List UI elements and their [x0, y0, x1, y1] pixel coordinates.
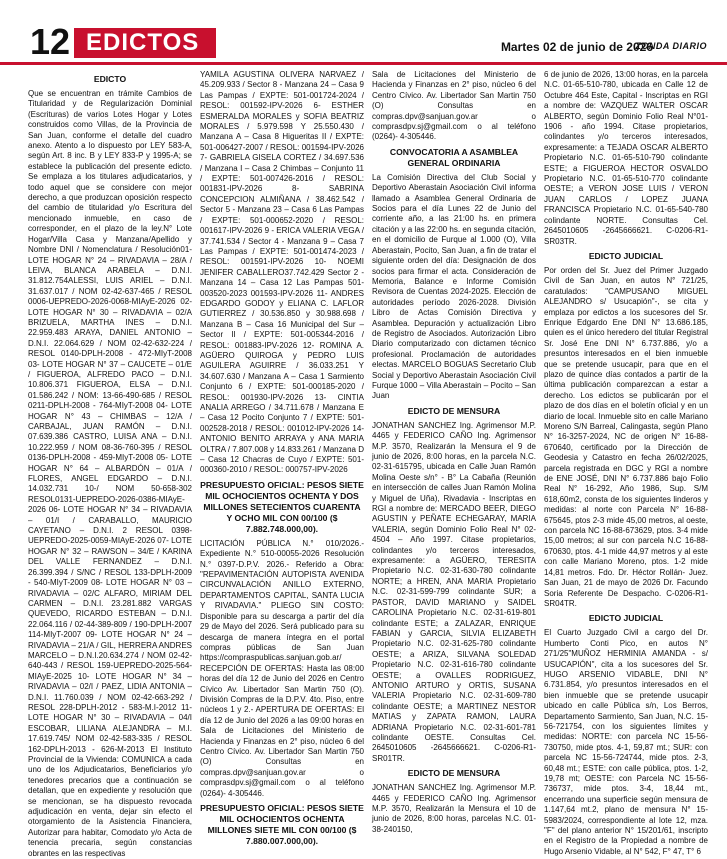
edict-title: EDICTO JUDICIAL: [588, 613, 664, 624]
edict-body: JONATHAN SANCHEZ Ing. Agrimensor M.P. 4465 y FEDERICO CAÑO Ing. Agrimensor M.P. 3570, Realizarán la Mensura el 9 de junio de 2026, 8:00 horas, en la parcela N.C. 02-31-615795, ubicada en Calle Juan Ramón Molina Oeste s/n° - B° La Cabaña (Reunión en intersección de calles Juan Ramón Molina y Miguel de Uña), Rivadavia - Inscriptas en RGI a nombre de: MERCADO BEER, DIEGO AGUSTIN y PEÑATE ECHEGARAY, MARIA VALERIA, según Dominio Folio Real N° 02-4504 – Año 1997. Citase propietarios, colindantes y/o terceros interesados, expresamente: a AGÜERO, TERESITA Propietario N.C. 02-31-630-780 colindante NORTE; a HREN, ANA MARIA Propietario N.C. 02-31-599-799 colindante SUR; a PASTOR, DAVID MARIANO y SAIDEL CAROLINA Propietario N.C. 02-31-619-801 colindante ESTE; a ZALAZAR, ENRIQUE FABIAN y GARCIA, SILVIA ELIZABETH Propietario N.C. 02-31-625-780 colindante OESTE; a ARIZA, SILVANA SOLEDAD Propietario N.C. 02-31-616-780 colindante OESTE; a OVALLES RODRIGUEZ, ANTONIO ARTURO y ORTIS, SUSANA VALERIA Propietario N.C. 02-31-609-780 colindante OESTE; a MARTINEZ NESTOR MATIAS y ZAPATA RAMON, LAURA ADRIANA Propietario N.C. 02-31-601-781 colindante OESTE. Consultas Cel. 2645010605 -2645666621. C-0206-R1-SR01TR.: [372, 420, 536, 763]
edict-title: PRESUPUESTO OFICIAL: PESOS SIETE MIL OCHOCIENTOS OCHENTA Y DOS MILLONES SETECIENTOS CUARENTA Y OCHO MIL CON 00/100 ($ 7.882.748.000,00).: [200, 479, 364, 534]
page-number: 12: [30, 21, 71, 62]
edict-body: El Cuarto Juzgado Civil a cargo del Dr. Humberto Conti Pico, en autos N° 271/25"MUÑOZ HERMINIA AMANDA - s/ USUCAPIÓN", cita a los sucesores del Sr. HUGO ARSENIO VIDABLE, DNI N° 6.731.854, y/o presuntos interesados en el bien inmueble que se pretende usucapir ubicado en calle Pública s/n, Los Berros, Departamento Sarmiento, San Juan, N.C. 15-56-721754, con los siguientes límites y medidas: NORTE: con parcela NC 15-56-730750, mide ptos. 4-1, 59,87 mt.; SUR: con parcela NC 15-56-724744, mide ptos. 2-3, 60,48 mt.; ESTE: con calle pública, ptos. 1-2, 19,78 mt; OESTE: con Parcela NC 15-56-736737, mide ptos. 3-4, 18,44 mt., encerrando una superficie según mensura de 1.147,64 mt.2, plano de mensura N° 15-5983/2024, correspondiente al lote 12, mza. "F" del plano anterior N° 15/201/61, inscripto en el Registro de la Propiedad a nombre de Hugo Arsenio Vidable, al N° 542, F° 47, T° 6: [544, 628, 708, 856]
edict-body: Sala de Licitaciones del Ministerio de Hacienda y Finanzas en 2° piso, núcleo 6 del Centro Cívico. Av. Libertador San Martin 750 (O) Consultas en compras.dpv@sanjuan.gov.ar o comprasdpv.sj@gmail.com o al teléfono (0264)- 4-305446.: [372, 70, 536, 142]
page-header: [0, 0, 727, 65]
edict-body: La Comisión Directiva del Club Social y Deportivo Aberastain Asociación Civil informa llamado a Asamblea General Ordinaria de Socios para el día Lunes 22 de Junio del corriente año, a las 21:00 hs. en primera citación y a las 22:00 hs. en segunda citación, en el domicilio de Furque al 1.000 (O), Villa Aberastain, Pocito, San Juan, a fin de tratar el siguiente orden del día: Designación de dos socios para firmar el acta. Consideración de Memoria, Balance e Informe Comisión Revisora de Cuentas 2024-2025. Elección de autoridades período 2026-2028. División Libro de Actas Comisión Directiva y Asamblea. Depuración y actualización Libro de Registro de Asociados. Autorización Libro Diario computarizado con dictamen técnico profesional. Proclamación de autoridades electas. MARCELO BOGUAS Secretario Club Social y Deportivo Aberastain Asociación Civil Furque 1000 – Villa Aberastain – Pocito – San Juan: [372, 172, 536, 401]
edict-title: EDICTO: [93, 74, 127, 84]
issue-date: Martes 02 de junio de 2026: [500, 40, 653, 54]
edict-body: LICITACIÓN PÚBLICA N.° 010/2026.- Expediente N.° 510-00055-2026 Resolución N.° 0397-D.P.V. 2026.- Referido a Obra: "REPAVIMENTACIÓN AUTOPISTA AVENIDA CIRCUNVALACIÓN ANILLO EXTERNO, DEPARTAMENTOS CAPITAL, SANTA LUCIA Y RIVADAVIA." PLIEGO SIN COSTO: Disponible para su descarga a partir del día 29 de Mayo del 2026. Será publicado para su descarga de manera íntegra en el portal compras públicas de San Juan https://compraspublicas.sanjuan.gob.ar/ RECEPCIÓN DE OFERTAS: Hasta las 08:00 horas del día 12 de Junio del 2026 en Centro Cívico Av. Libertador San Martin 750 (O). División Compras de la D.P.V. 4to. Piso, entre núcleos 1 y 2.- APERTURA DE OFERTAS: El día 12 de Junio del 2026 a las 09:00 horas en Sala de Licitaciones del Ministerio de Hacienda y Finanzas en 2° piso, núcleo 6 del Centro Cívico. Av. Libertador San Martin 750 (O) Consultas en compras.dpv@sanjuan.gov.ar o comprasdpv.sj@gmail.com o al teléfono (0264)- 4-305446.: [200, 538, 364, 798]
newspaper-name: ZONDA DIARIO: [635, 41, 707, 51]
edict-title: PRESUPUESTO OFICIAL: PESOS SIETE MIL OCHOCIENTOS OCHENTA MILLONES SIETE MIL CON 00/100 ($ 7.880.007.000,00).: [200, 803, 364, 846]
section-title: EDICTOS: [74, 28, 216, 58]
edict-title: EDICTO DE MENSURA: [407, 768, 501, 779]
edict-title: EDICTO JUDICIAL: [588, 250, 664, 261]
edict-title: CONVOCATORIA A ASAMBLEA GENERAL ORDINARIA: [389, 146, 519, 168]
column-2: [200, 70, 364, 846]
edict-body: JONATHAN SANCHEZ Ing. Agrimensor M.P. 4465 y FEDERICO CAÑO Ing. Agrimensor M.P. 3570, Realizarán la Mensura el 10 de junio de 2026, 8:00 horas, parcelas N.C. 01-38-240150,: [372, 783, 536, 834]
edict-body: YAMILA AGUSTINA OLIVERA NARVAEZ / 45.209.933 / Sector 8 - Manzana 24 – Casa 9 Las Pampas / EXPTE: 501-001724-2024 / RESOL: 001592-IPV-2026 6- ESTHER ESMERALDA MORALES y SOFIA BEATRIZ MORALES / 5.979.598 Y 25.550.430 / Manzana A – Casa 8 Higueritas II / EXPTE: 501-006427-2007 / RESOL: 001594-IPV-2026 7- GABRIELA GISELA CORTEZ / 34.697.536 / Manzana I – Casa 2 Chimbas – Conjunto 11 / EXPTE: 501-007426-2016 / RESOL: 001831-IPV-2026 8- SABRINA CONCEPCION ALMIÑANA / 38.462.542 / Sector 5 - Manzana 23 – Casa 6 Las Pampas / EXPTE: 501-000652-2020 / RESOL: 001617-IPV-2026 9 - ERICA VALERIA VEGA / 37.741.534 / Sector 4 - Manzana 9 – Casa 7 Las Pampas / EXPTE: 501-001474-2023 / RESOL: 001591-IPV-2026 10- NOEMI JENIFER CABALLERO37.742.429 Sector 2 - Manzana 14 – Casa 12 Las Pampas 501-003520-2023 001593-IPV-2026 11- ANDRES EDGARDO GODOY y ELIANA C. LAFLOR GUTIERREZ / 30.536.850 y 30.988.698 / Manzana B – Casa 16 Municipal del Sur – Sector II / EXPTE: 501-005344-2016 / RESOL: 001883-IPV-2026 12- ROMINA A. AGÜERO QUIROGA y PEDRO LUIS AGUILERA AGUIRRE / 36.033.251 Y 34.607.630 / Manzana A – Casa 1 Sarmiento Conjunto 6 / EXPTE: 501-000185-2020 / RESOL: 001930-IPV-2026 13- CINTIA ANALIA ARREGO / 34.711.678 / Manzana E – Casa 12 Pocito Conjunto 7 / EXPTE: 501-002528-2018 / RESOL: 001012-IPV-2026 14- ANTONIO BENITO ARRAYA y ANA MARIA OLTRA / 7.807.008 y 14.833.261 / Manzana D – Casa 12 Chacras de Cuyo / EXPTE: 501-000360-2010 / RESOL: 000757-IPV-2026: [200, 70, 364, 475]
edicts-columns: [28, 70, 718, 858]
edict-body: 6 de junio de 2026, 13:00 horas, en la parcela N.C. 01-65-510-780, ubicada en Calle 12 de Octubre 464 Este, Capital - Inscriptas en RGI a nombre de: VAZQUEZ WALTER OSCAR ALBERTO, según Dominio Folio Real N°01-1906 - año 1994. Citase propietarios, colindantes y/o terceros interesados, expresamente: a TEJADA OSCAR ALBERTO Propietario N.C. 01-65-510-790 colindante ESTE; a FIGUEROA HECTOR OSVALDO Propietario N.C. 01-65-510-770 colindante OESTE; a VERON JOSE LUIS / VERON JUAN CARLOS / LOPEZ JUANA FRANCISCA Propietario N.C. 01-65-540-780 colindante NORTE. Consultas Cel. 2645010605 -2645666621. C-0206-R1-SR03TR.: [544, 70, 708, 246]
edict-body: Por orden del Sr. Juez del Primer Juzgado Civil de San Juan, en autos N° 721/25, caratulados: "CAMPUSANO MIGUEL ALEJANDRO s/ Usucapión"-, se cita y emplaza por edictos a los sucesores del Sr. Enrique Edgardo Ene DNI N° 13.686.185, quien es el único heredero del titular Registral Sr. José Ene DNI N° 6.737.886, y/o a presuntos interesados en el bien inmueble que se pretende usucapir, para que en el plazo de quince días contados a partir de la última publicación comparezcan a estar a derecho. Los edictos se publicarán por el plazo de dos días en el boletín oficial y en un diario de local. Inmueble sito en calle Mariano Moreno S/N Barreal, Calingasta, según Plano N° 16-3257-2024, NC de origen N° 16-88-670640, certificado por la Dirección de Geodesia y Catastro en fecha 26/02/2025, parcela registrada en DGC y RGI a nombre de ENE JOSÉ, DNI N° 6.737.886 bajo Folio Real N° 16-292, Año 1986, Sup. S/M 618,60m2, consta de los siguientes linderos y medidas: al norte con Parcela N° 16-88-675645, ptos 2-3 mide 45,00 metros, al oeste, con parcela NC 16-88-673629, ptos. 3-4 mide 15,00 metros; al sur con parcela N.C 16-88-670630, ptos. 4-1 mide 44,97 metros y al este con calle Mariano Moreno, ptos. 1-2 mide 14,81 metros. Fdo. Dr. Héctor Rollán- Juez. San Juan, 21 de mayo de 2026 Dr. Facundo Soria Referente De Despacho. C-0206-R1-SR04TR.: [544, 265, 708, 608]
column-1: [28, 70, 192, 858]
column-3: [372, 70, 536, 834]
column-4: [544, 70, 708, 856]
edict-title: EDICTO DE MENSURA: [407, 405, 501, 416]
edict-body: Que se encuentran en trámite Cambios de Titularidad y de Regularización Dominial (Escrituras) de varios Lotes Hogar y Lotes construidos como Villas, de la Provincia de San Juan, conforme el detalle del cuadro anexo. Atento a lo dispuesto por LEY 583-A, según Art. 8 inc. B y LEY 833-P y 1995-A; se establece la publicación del presente edicto. Se emplaza a los titulares adjudicatarios, y todo aquel que se considere con mejor derecho, a que produzcan oposición respecto del cambio de titularidad y/o Escritura del mencionado inmueble, en caso de corresponder, en el plazo de la ley.N° Lote Hogar/Villa Casa y Manzana/Apellido y Nombre DNI / Nomenclatura / Resolución01-LOTE HOGAR N° 24 – RIVADAVIA – 28/A / LEIVA, BLANCA ARABELA – D.N.I. 31.812.754ALESSI, LUIS ARIEL – D.N.I. 31.637.017 / NOM 02-42-637-465 / RESOL 0006-UEPREDO-2026-0068-MIAyE-2026 02- LOTE HOGAR N° 30 – RIVADAVIA – 02/A BRIZUELA, MARTHA INES – D.N.I. 22.959.483 ARAYA, DANIEL ANTONIO – D.N.I. 22.064.629 / NOM 02-42-632-224 / RESOL 0140-DPLH-2008 - 472-MIyT-2008 03- LOTE HOGAR N° 37 – CAUCETE – 01/E / FIGUEROA, ALFREDO PACO – D.N.I. 10.806.371 FIGUEROA, ELSA – D.N.I. 01.586.242 / NOM: 13-66-490-685 / RESOL 0211-DPLH-2008 - 764-MIyT-2008 04- LOTE HOGAR N° 43 – CHIMBAS – 12/A / CARBAJAL, JUAN RAMÓN – D.N.I. 07.639.386 CASTRO, LUISA ANA – D.N.I. 10.222.959 / NOM 08-36-760-395 / RESOL 0136-DPLH-2008 - 459-MIyT-2008 05- LOTE HOGAR N° 64 – ALBARDÓN – 01/A / FLORES, ANGEL EDGARDO – D.N.I. 14.032.731 10-/ NOM 50-658-302 RESOL0131-UEPREDO-2026-0386-MIAyE-2026 06- LOTE HOGAR N° 34 – RIVADAVIA – 01/I / CARABALLO, MAURICIO CAYETANO – D.N.I. 2 RESOL 0398-UEPREDO-2025-0059-MIAyE-2026 07- LOTE HOGAR N° 32 – RAWSON – 34/E / KARINA DEL VALLE FERNANDEZ – D.N.I. 26.399.394 / S/NC / RESOL 133-DPLH-2009 - 540-MIyT-2009 08- LOTE HOGAR N° 03 – RIVADAVIA – 02/C ALFARO, MIRIAM DEL CARMEN – D.N.I. 23.281.882 VARGAS QUEVEDO, RICARDO ESTEBAN – D.N.I. 22.064.116 / 02-44-389-809 / 190-DPLH-2007 114-MIyT-2007 09- LOTE HOGAR N° 24 – RIVADAVIA – 21/A / GIL, HERRERA ANDRES MARCELO – D.N.I.20.634.274 / NOM 02-42-640-443 / RESOL 159-UEPREDO-2025-564-MIAyE-2025 10- LOTE HOGAR N° 34 – RIVADAVIA – 02/I / PAEZ, LIDIA ANTONIA – D.N.I. 11.760.039 / NOM 02-42-663-292 / RESOL 228-DPLH-2012 - 583-M.I-2012 11- LOTE HOGAR N° 30 – RIVADAVIA – 04/I ESCOBAR, LILIANA ALEJANDRA – M.I. 17.619.745/ NOM 02-42-583-335 / RESOL 162-DPLH-2013 - 626-M-2013 El Instituto Provincial de la Vivienda: COMUNICA a cada uno de los Adjudicatarios, Beneficiarios y/o tenedores precarios que a continuación se detallan, que en expediente y resolución que se mencionan, se ha dispuesto revocada adjudicación en venta, dejar sin efecto el otorgamiento de la Asistencia Financiera, Autorizar para habitar, Comodato y/o Acta de tenencia precaria, según constancias obrantes en las respectivas: [28, 89, 192, 858]
